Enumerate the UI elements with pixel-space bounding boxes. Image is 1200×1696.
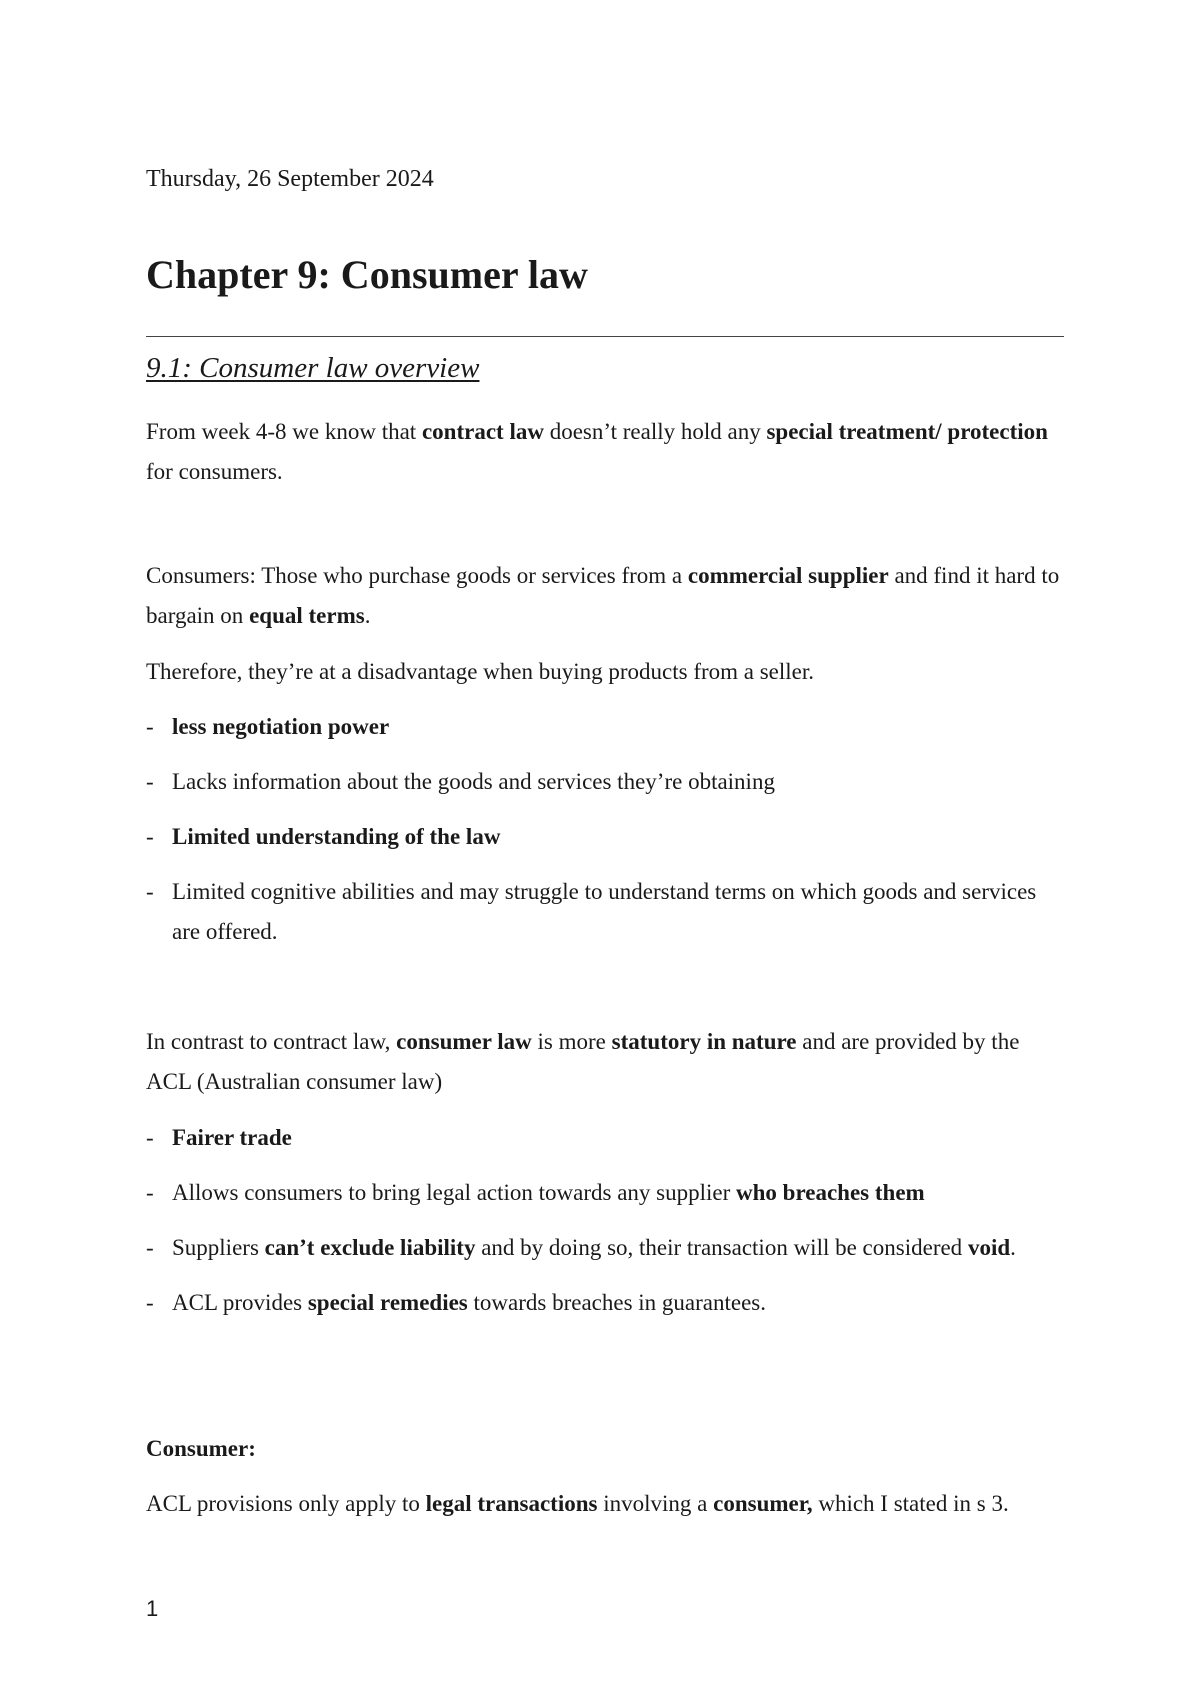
consumer-subheading: Consumer: <box>146 1436 256 1461</box>
intro-bold-1: contract law <box>421 419 544 444</box>
list-item <box>146 872 1064 952</box>
intro-text-1: From week 4-8 we know that <box>146 419 422 444</box>
list-item-text: and by doing so, their transaction will be considered <box>475 1235 968 1260</box>
list-item-bold: can’t exclude liability <box>264 1235 476 1260</box>
document-date: Thursday, 26 September 2024 <box>146 166 434 192</box>
consumer-para-text-3: which I stated in s 3. <box>812 1491 1009 1516</box>
list-item <box>146 707 1064 747</box>
consumer-para-text-2: involving a <box>597 1491 714 1516</box>
section-title: 9.1: Consumer law overview <box>146 352 480 384</box>
consumers-def-text-2: and find it hard to bargain on <box>146 563 1060 628</box>
list-item <box>146 817 1064 857</box>
list-item-text: towards breaches in guarantees. <box>467 1290 767 1315</box>
disadvantage-list <box>146 707 1064 952</box>
list-item-bold: void <box>967 1235 1011 1260</box>
list-item-text: Suppliers <box>172 1235 265 1260</box>
list-item <box>146 1228 1064 1268</box>
list-item-text: ACL provides <box>172 1290 308 1315</box>
document-page <box>146 0 1064 1696</box>
intro-paragraph <box>146 412 1064 492</box>
list-item-text: . <box>1010 1235 1016 1260</box>
disadvantage-paragraph: Therefore, they’re at a disadvantage when buying products from a seller. <box>146 659 815 684</box>
contrast-paragraph <box>146 1022 1064 1102</box>
consumers-def-bold-2: equal terms <box>249 603 365 628</box>
list-item <box>146 1173 1064 1213</box>
list-item-text: Lacks information about the goods and services they’re obtaining <box>172 769 775 794</box>
page-number: 1 <box>146 1596 159 1621</box>
contrast-bold-1: consumer law <box>396 1029 532 1054</box>
intro-bold-2: special treatment/ protection <box>766 419 1048 444</box>
contrast-text-2: is more <box>531 1029 612 1054</box>
acl-benefits-list <box>146 1118 1064 1323</box>
consumer-para-bold-1: legal transactions <box>425 1491 598 1516</box>
consumers-def-text-1: Consumers: Those who purchase goods or services from a <box>146 563 688 588</box>
consumer-paragraph <box>146 1484 1064 1524</box>
intro-text-3: for consumers. <box>146 459 283 484</box>
list-item-bold: who breaches them <box>736 1180 925 1205</box>
contrast-text-3: and are provided by the ACL (Australian consumer law) <box>146 1029 1020 1094</box>
list-item-text: Limited cognitive abilities and may struggle to understand terms on which goods and services are offered. <box>172 879 1037 944</box>
list-item-bold: special remedies <box>307 1290 468 1315</box>
list-item-text: less negotiation power <box>172 714 390 739</box>
list-item <box>146 762 1064 802</box>
consumers-definition-paragraph <box>146 556 1064 636</box>
list-item <box>146 1283 1064 1323</box>
title-divider <box>146 336 1064 337</box>
list-item-text: Limited understanding of the law <box>172 824 501 849</box>
contrast-text-1: In contrast to contract law, <box>146 1029 397 1054</box>
contrast-bold-2: statutory in nature <box>611 1029 797 1054</box>
consumers-def-text-3: . <box>364 603 371 628</box>
intro-text-2: doesn’t really hold any <box>543 419 767 444</box>
consumer-para-bold-2: consumer, <box>713 1491 813 1516</box>
chapter-title: Chapter 9: Consumer law <box>146 252 588 297</box>
consumer-para-text-1: ACL provisions only apply to <box>146 1491 426 1516</box>
list-item-text: Fairer trade <box>172 1125 292 1150</box>
list-item <box>146 1118 1064 1158</box>
consumers-def-bold-1: commercial supplier <box>687 563 889 588</box>
list-item-text: Allows consumers to bring legal action towards any supplier <box>172 1180 737 1205</box>
